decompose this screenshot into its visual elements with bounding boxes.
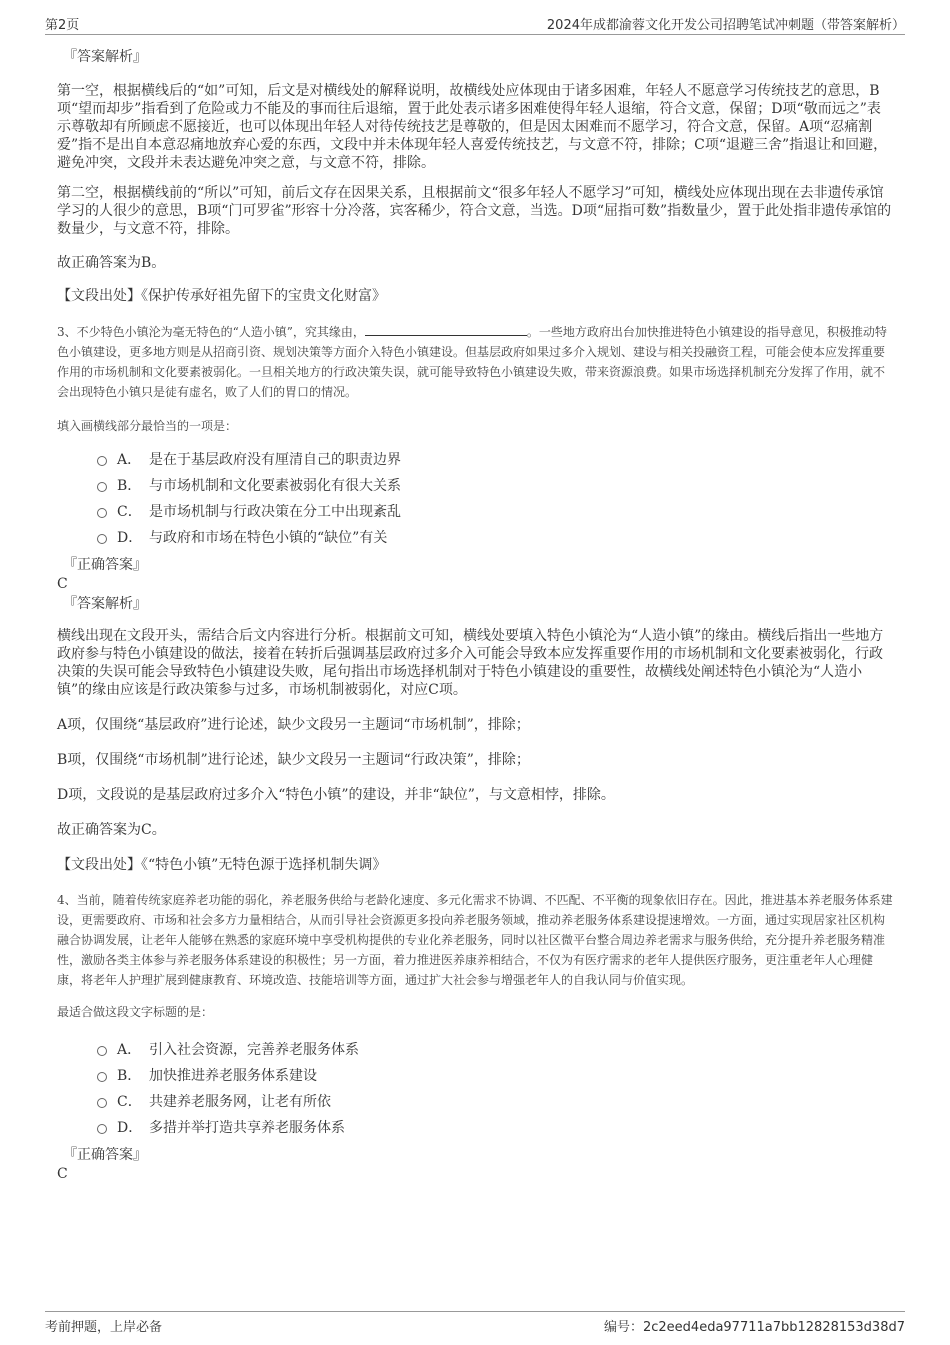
- document-content: [57, 44, 893, 1183]
- radio-icon[interactable]: [97, 1046, 107, 1056]
- option-b[interactable]: B． 与市场机制和文化要素被弱化有很大关系: [97, 472, 893, 498]
- question-3-stem: 3、不少特色小镇沦为毫无特色的“人造小镇”，究其缘由， 。一些地方政府出台加快推进特色小镇建设的指导意见，积极推动特色小镇建设，更多地方则是从招商引资、规划决策等方面介入特色小镇建设。但基层政府如果过多介入规划、建设与相关投融资工程，可能会使本应发挥重要作用的市场机制和文化要素被弱化。一旦相关地方的行政决策失误，就可能导致特色小镇建设失败，带来资源浪费。如果市场选择机制充分发挥了作用，就不会出现特色小镇只是徒有虚名，败了人们的胃口的情况。: [57, 325, 887, 399]
- option-b[interactable]: B． 加快推进养老服务体系建设: [97, 1062, 893, 1088]
- conclusion-text: 故正确答案为C。: [57, 822, 166, 838]
- option-a[interactable]: A． 引入社会资源，完善养老服务体系: [97, 1036, 893, 1062]
- analysis-paragraph: 第二空，根据横线前的“所以”可知，前后文存在因果关系，且根据前文“很多年轻人不愿学习”可知，横线处应体现出现在去非遗传承馆学习的人很少的意思，B项“门可罗雀”形容十分冷落，宾客稀少，符合文意，当选。D项“屈指可数”指数量少，置于此处指非遗传承馆的数量少，与文意不符，排除。: [57, 185, 892, 237]
- radio-icon[interactable]: [97, 456, 107, 466]
- question-4-options: [97, 1036, 893, 1140]
- source-citation: 【文段出处】《“特色小镇”无特色源于选择机制失调》: [57, 857, 387, 873]
- page-header: [45, 12, 905, 35]
- correct-answer: C: [57, 576, 68, 592]
- correct-answer-label: 『正确答案』: [63, 557, 147, 573]
- question-prompt: 填入画横线部分最恰当的一项是：: [57, 419, 238, 433]
- radio-icon[interactable]: [97, 1072, 107, 1082]
- question-3-options: [97, 446, 893, 550]
- option-d[interactable]: D． 多措并举打造共享养老服务体系: [97, 1114, 893, 1140]
- footer-slogan: 考前押题，上岸必备: [45, 1320, 163, 1335]
- radio-icon[interactable]: [97, 1124, 107, 1134]
- analysis-paragraph: D项，文段说的是基层政府过多介入“特色小镇”的建设，并非“缺位”，与文意相悖，排除。: [57, 787, 615, 803]
- question-prompt: 最适合做这段文字标题的是：: [57, 1005, 214, 1019]
- correct-answer-label: 『正确答案』: [63, 1147, 147, 1163]
- radio-icon[interactable]: [97, 508, 107, 518]
- option-a[interactable]: A． 是在于基层政府没有厘清自己的职责边界: [97, 446, 893, 472]
- question-4-stem: 4、当前，随着传统家庭养老功能的弱化，养老服务供给与老龄化速度、多元化需求不协调、不匹配、不平衡的现象依旧存在。因此，推进基本养老服务体系建设，更需要政府、市场和社会多方力量相结合，从而引导社会资源更多投向养老服务领域，推动养老服务体系建设提速增效。一方面，通过实现居家社区机构融合协调发展，让老年人能够在熟悉的家庭环境中享受机构提供的专业化养老服务，同时以社区微平台整合周边养老需求与服务供给，充分提升养老服务精准性，激励各类主体参与养老服务体系建设的积极性；另一方面，着力推进医养康养相结合，不仅为有医疗需求的老年人提供医疗服务，更注重老年人心理健康，将老年人护理扩展到健康教育、环境改造、技能培训等方面，通过扩大社会参与增强老年人的自我认同与价值实现。: [57, 893, 893, 987]
- option-c[interactable]: C． 共建养老服务网，让老有所依: [97, 1088, 893, 1114]
- analysis-paragraph: 第一空，根据横线后的“如”可知，后文是对横线处的解释说明，故横线处应体现由于诸多困难，年轻人不愿意学习传统技艺的意思，B项“望而却步”指看到了危险或力不能及的事而往后退缩，置于此处表示诸多困难使得年轻人退缩，符合文意，保留；D项“敬而远之”表示尊敬却有所顾虑不愿接近，也可以体现出年轻人对待传统技艺是尊敬的，但是因太困难而不愿学习，符合文意，保留。A项“忍痛割爱”指不是出自本意忍痛地放弃心爱的东西，文段中并未体现年轻人喜爱传统技艺，与文意不符，排除；C项“退避三舍”指退让和回避，避免冲突，文段并未表达避免冲突之意，与文意不符，排除。: [57, 83, 888, 171]
- analysis-label: 『答案解析』: [63, 49, 147, 65]
- analysis-paragraph: B项，仅围绕“市场机制”进行论述，缺少文段另一主题词“行政决策”，排除；: [57, 752, 530, 768]
- option-d[interactable]: D． 与政府和市场在特色小镇的“缺位”有关: [97, 524, 893, 550]
- radio-icon[interactable]: [97, 482, 107, 492]
- correct-answer: C: [57, 1166, 68, 1182]
- source-citation: 【文段出处】《保护传承好祖先留下的宝贵文化财富》: [57, 288, 386, 304]
- document-title: 2024年成都渝蓉文化开发公司招聘笔试冲刺题（带答案解析）: [546, 18, 905, 33]
- fill-blank: [365, 323, 527, 336]
- radio-icon[interactable]: [97, 534, 107, 544]
- page-footer: [45, 1311, 905, 1334]
- option-c[interactable]: C． 是市场机制与行政决策在分工中出现紊乱: [97, 498, 893, 524]
- document-id: 编号：2c2eed4eda97711a7bb12828153d38d7: [603, 1320, 905, 1335]
- analysis-paragraph: A项，仅围绕“基层政府”进行论述，缺少文段另一主题词“市场机制”，排除；: [57, 717, 530, 733]
- page-number: 第2页: [45, 18, 80, 33]
- conclusion-text: 故正确答案为B。: [57, 255, 166, 271]
- analysis-label: 『答案解析』: [63, 596, 147, 612]
- analysis-paragraph: 横线出现在文段开头，需结合后文内容进行分析。根据前文可知，横线处要填入特色小镇沦为“人造小镇”的缘由。横线后指出一些地方政府参与特色小镇建设的做法，接着在转折后强调基层政府过多介入可能会导致本应发挥重要作用的市场机制和文化要素被弱化，行政决策的失误可能会导致特色小镇建设失败，尾句指出市场选择机制对于特色小镇建设的重要性，故横线处阐述特色小镇沦为“人造小镇”的缘由应该是行政决策参与过多，市场机制被弱化，对应C项。: [57, 628, 884, 698]
- radio-icon[interactable]: [97, 1098, 107, 1108]
